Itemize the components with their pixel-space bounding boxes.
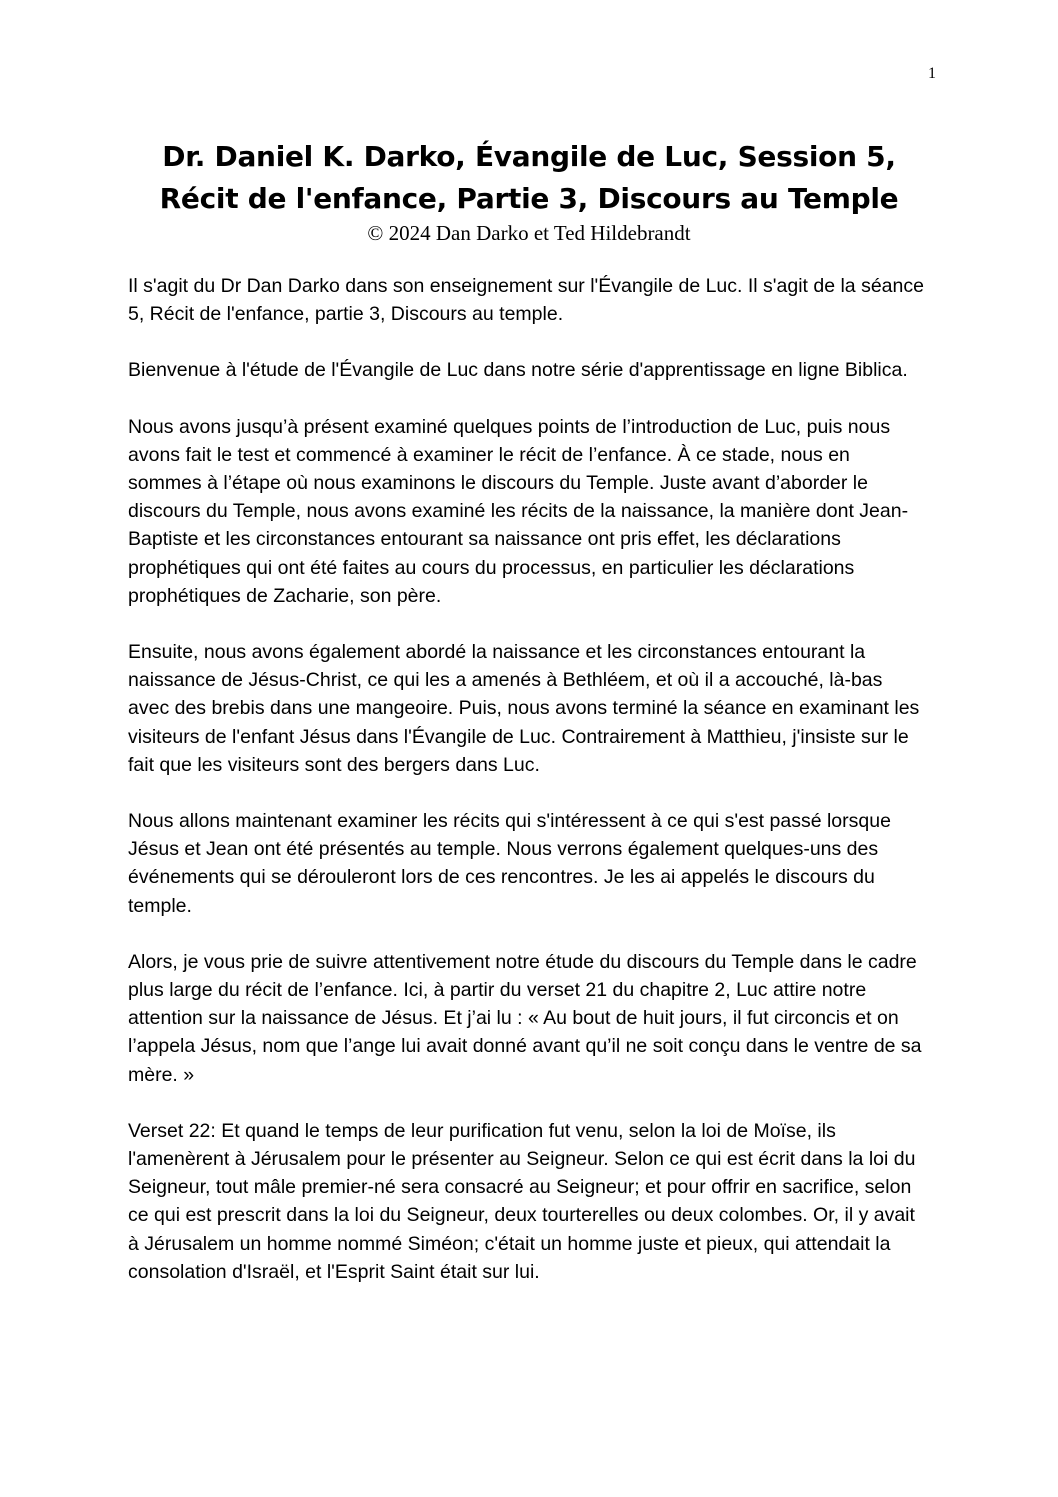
paragraph-temple-overview: Nous allons maintenant examiner les récits qui s'intéressent à ce qui s'est passé lorsque Jésus et Jean ont été présentés au temple. Nous verrons également quelques-uns des événements qui se dérouleront lors de ces rencontres. Je les ai appelés le discours du temple. <box>128 810 891 917</box>
copyright-notice: © 2024 Dan Darko et Ted Hildebrandt <box>367 221 691 245</box>
title-line-1: Dr. Daniel K. Darko, Évangile de Luc, Session 5, <box>162 140 896 173</box>
body-text <box>128 272 928 1314</box>
paragraph-intro: Il s'agit du Dr Dan Darko dans son enseignement sur l'Évangile de Luc. Il s'agit de la séance 5, Récit de l'enfance, partie 3, Discours au temple. <box>128 275 924 326</box>
paragraph-welcome: Bienvenue à l'étude de l'Évangile de Luc dans notre série d'apprentissage en ligne Biblica. <box>128 359 908 382</box>
paragraph-recap-introduction: Nous avons jusqu’à présent examiné quelques points de l’introduction de Luc, puis nous avons fait le test et commencé à examiner le récit de l’enfance. À ce stade, nous en sommes à l’étape où nous examinons le discours du Temple. Juste avant d’aborder le discours du Temple, nous avons examiné les récits de la naissance, la manière dont Jean-Baptiste et les circonstances entourant sa naissance ont pris effet, les déclarations prophétiques qui ont été faites au cours du processus, en particulier les déclarations prophétiques de Zacharie, son père. <box>128 415 909 607</box>
paragraph-verse-22: Verset 22: Et quand le temps de leur purification fut venu, selon la loi de Moïse, ils l'amenèrent à Jérusalem pour le présenter au Seigneur. Selon ce qui est écrit dans la loi du Seigneur, tout mâle premier-né sera consacré au Seigneur; et pour offrir en sacrifice, selon ce qui est prescrit dans la loi du Seigneur, deux tourterelles ou deux colombes. Or, il y avait à Jérusalem un homme nommé Siméon; c'était un homme juste et pieux, qui attendait la consolation d'Israël, et l'Esprit Saint était sur lui. <box>128 1119 916 1283</box>
paragraph-recap-birth: Ensuite, nous avons également abordé la naissance et les circonstances entourant la naissance de Jésus-Christ, ce qui les a amenés à Bethléem, et où il a accouché, là-bas avec des brebis dans une mangeoire. Puis, nous avons terminé la séance en examinant les visiteurs de l'enfant Jésus dans l'Évangile de Luc. Contrairement à Matthieu, j'insiste sur le fait que les visiteurs sont des bergers dans Luc. <box>128 641 920 776</box>
page-number: 1 <box>928 65 936 82</box>
title-line-2: Récit de l'enfance, Partie 3, Discours au Temple <box>159 182 899 215</box>
title-block <box>0 136 1058 246</box>
paragraph-verse-21: Alors, je vous prie de suivre attentivement notre étude du discours du Temple dans le cadre plus large du récit de l’enfance. Ici, à partir du verset 21 du chapitre 2, Luc attire notre attention sur la naissance de Jésus. Et j’ai lu : « Au bout de huit jours, il fut circoncis et on l’appela Jésus, nom que l’ange lui avait donné avant qu’il ne soit conçu dans le ventre de sa mère. » <box>128 950 922 1086</box>
